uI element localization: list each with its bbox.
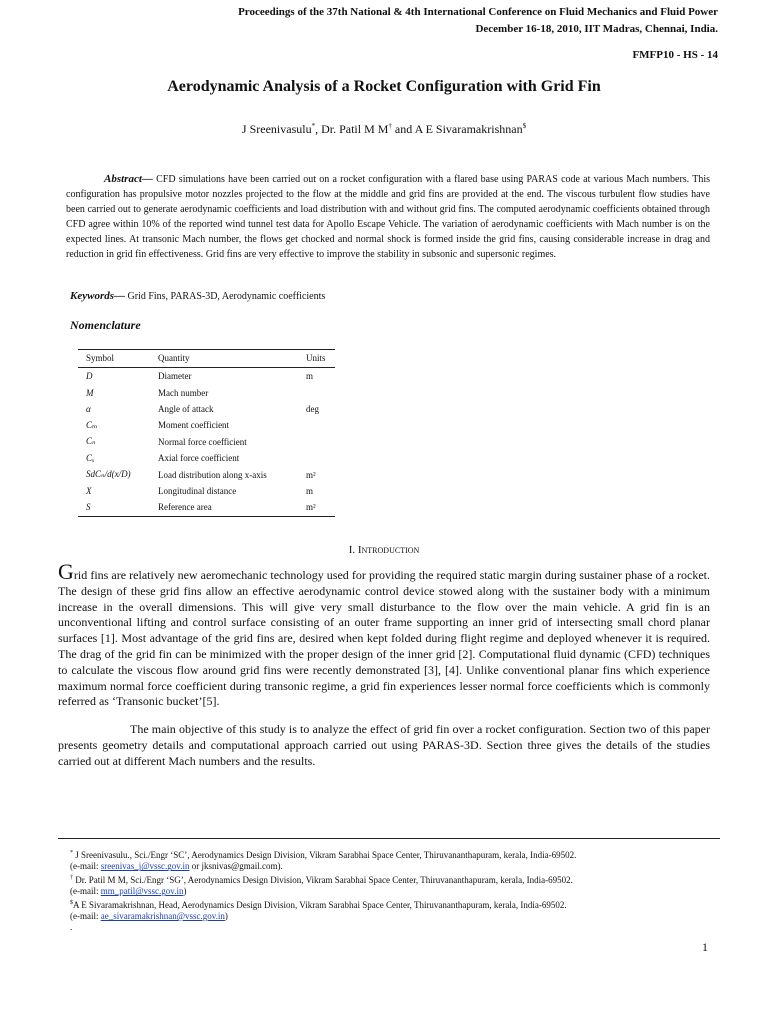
quantity-cell: Diameter (158, 371, 192, 382)
email-prefix: (e-mail: (70, 911, 101, 922)
quantity-cell: Longitudinal distance (158, 485, 237, 496)
email-link[interactable]: ae_sivaramakrishnan@vssc.gov.in (100, 911, 225, 922)
footnote-text: A E Sivaramakrishnan, Head, Aerodynamics Design Division, Vikram Sarabhai Space Center, Thiruvananthapuram, kerala, India-69502. (73, 899, 567, 910)
units-cell: m (306, 371, 314, 382)
email-prefix: (e-mail: (70, 886, 101, 897)
keywords-label: Keywords— (70, 290, 125, 302)
page-number: 1 (702, 940, 708, 954)
table-row (78, 483, 335, 499)
symbol-cell: Cₓ (86, 453, 95, 464)
symbol-cell: S (78, 499, 150, 516)
quantity-cell: Reference area (150, 499, 298, 516)
conference-name: Proceedings of the 37th National & 4th International Conference on Fluid Mechanics and Fluid Power (238, 6, 718, 18)
quantity-cell: Angle of attack (158, 403, 214, 414)
keywords (70, 290, 325, 302)
author-name: Dr. Patil M M (321, 122, 389, 136)
footnote (70, 873, 720, 886)
section-heading (0, 544, 768, 556)
footnotes (70, 848, 720, 934)
footnote-text: J Sreenivasulu., Sci./Engr ‘SC’, Aerodynamics Design Division, Vikram Sarabhai Space Center, Thiruvananthapuram, kerala, India-69502. (73, 850, 577, 860)
paragraph-text: rid fins are relatively new aeromechanic technology used for providing the required static margin during sustainer phase of a rocket. The design of these grid fins allow an effective aerodynamic control device stowed along with the sustainer body with a minimum increase in the overall dimensions. This will give very small disturbance to the flow over the main vehicle. A grid fin is an unconventional lifting and control surface consisting of an outer frame supporting an inner grid of intersecting small chord planar surfaces [1]. Most advantage of the grid fins are, desired when kept folded during flight regime and deployed whenever it is required. The drag of the grid fin can be minimized with the proper design of the inner grid [2]. Computational fluid dynamic (CFD) techniques to calculate the viscous flow around grid fins were recently demonstrated [3], [4]. Unlike conventional planar fins which experience maximum normal force coefficient during transonic regime, a grid fin experiences lesser normal force coefficients which is commonly referred as ‘Transonic bucket’[5]. (58, 568, 710, 709)
footnote-email (70, 886, 720, 897)
symbol-cell: M (86, 387, 94, 398)
footnote-mark: * (70, 850, 73, 856)
section-title: Introduction (357, 544, 420, 556)
symbol-cell: D (86, 371, 93, 382)
email-rest: or jksnivas@gmail.com). (189, 861, 283, 872)
intro-paragraph-1 (58, 559, 710, 710)
nomenclature-table (78, 349, 335, 517)
abstract-text: CFD simulations have been carried out on a rocket configuration with a flared base using PARAS code at various Mach numbers. This configuration has propulsive motor nozzles projected to the flow at the middle and grid fins are provided at the end. The viscous turbulent flow studies have been carried out to generate aerodynamic coefficients and load distribution with and without grid fins. The computed aerodynamic coefficients obtained through CFD agree within 10% of the reported wind tunnel test data for Apollo Escape Vehicle. The variation of aerodynamic coefficients with Mach number is on the expected lines. At transonic Mach number, the flows get chocked and normal shock is formed inside the grid fins, causing considerable increase in drag and reduction in grid fin effectiveness. Grid fins are very effective to improve the stability in subsonic and supersonic regimes. (66, 174, 710, 260)
author-separator: , (315, 122, 322, 136)
symbol-cell: α (86, 403, 91, 414)
intro-paragraph-2: The main objective of this study is to analyze the effect of grid fin over a rocket configuration. Section two of this paper presents geometry details and computational approach carried out using PARAS-3D. Section three gives the details of the studies carried out at different Mach numbers and the results. (58, 722, 710, 768)
table-row (78, 417, 335, 433)
table-row (78, 368, 335, 385)
table-row (78, 434, 335, 450)
units-cell (298, 384, 335, 400)
units-cell (298, 417, 335, 433)
table-row (78, 401, 335, 417)
keywords-text: Grid Fins, PARAS-3D, Aerodynamic coefficients (125, 291, 326, 302)
table-row (78, 384, 335, 400)
footnote-email (70, 861, 720, 872)
author-mark: $ (522, 122, 527, 130)
email-link[interactable]: mm_patil@vssc.gov.in (100, 886, 184, 897)
footnote-trailing-mark: . (70, 922, 73, 933)
quantity-cell: Normal force coefficient (158, 436, 247, 447)
email-link[interactable]: sreenivas_j@vssc.gov.in (100, 861, 190, 872)
units-cell: deg (306, 403, 319, 414)
email-rest: ) (183, 886, 187, 897)
footnote (70, 848, 720, 861)
drop-cap: G (58, 559, 74, 584)
quantity-cell: Axial force coefficient (158, 453, 240, 464)
table-row (78, 499, 335, 516)
author-separator: and (391, 122, 415, 136)
email-prefix: (e-mail: (70, 861, 101, 872)
footnote-mark: † (70, 874, 73, 881)
author-mark: * (311, 122, 316, 130)
column-header: Quantity (150, 350, 298, 368)
symbol-cell: Cₙ (86, 436, 96, 447)
footnote-email (70, 911, 720, 922)
footnote-divider (58, 838, 720, 839)
table-header-row (78, 350, 335, 368)
units-cell: m² (298, 499, 335, 516)
nomenclature-heading: Nomenclature (70, 318, 141, 332)
table-row (78, 466, 335, 482)
symbol-cell: SdCₙ/d(x/D) (86, 469, 131, 480)
author-line (0, 122, 768, 137)
footnote-text: Dr. Patil M M, Sci./Engr ‘SG’, Aerodynamics Design Division, Vikram Sarabhai Space Center, Thiruvananthapuram, kerala, India-69502. (73, 874, 573, 885)
paper-title: Aerodynamic Analysis of a Rocket Configuration with Grid Fin (167, 78, 601, 95)
paper-code: FMFP10 - HS - 14 (632, 49, 718, 61)
units-cell (298, 450, 335, 466)
column-header: Units (298, 350, 335, 368)
table-row (78, 450, 335, 466)
column-header: Symbol (78, 350, 150, 368)
symbol-cell: Cₘ (86, 419, 98, 430)
quantity-cell: Load distribution along x-axis (158, 469, 267, 480)
author-name: A E Sivaramakrishnan (414, 122, 523, 136)
symbol-cell: X (86, 485, 92, 496)
footnote-mark: $ (70, 899, 73, 906)
quantity-cell: Mach number (158, 387, 209, 398)
conference-header (238, 4, 718, 38)
units-cell (298, 434, 335, 450)
units-cell: m² (306, 469, 316, 480)
abstract-label: Abstract— (104, 173, 153, 185)
footnote (70, 898, 720, 911)
email-rest: ) (224, 911, 228, 922)
author-mark: † (388, 122, 392, 130)
section-number: I. (348, 544, 356, 556)
author-name: J Sreenivasulu (241, 122, 312, 136)
quantity-cell: Moment coefficient (158, 420, 230, 431)
conference-dates: December 16-18, 2010, IIT Madras, Chennai, India. (475, 23, 718, 35)
units-cell: m (306, 485, 314, 496)
abstract (66, 172, 710, 262)
